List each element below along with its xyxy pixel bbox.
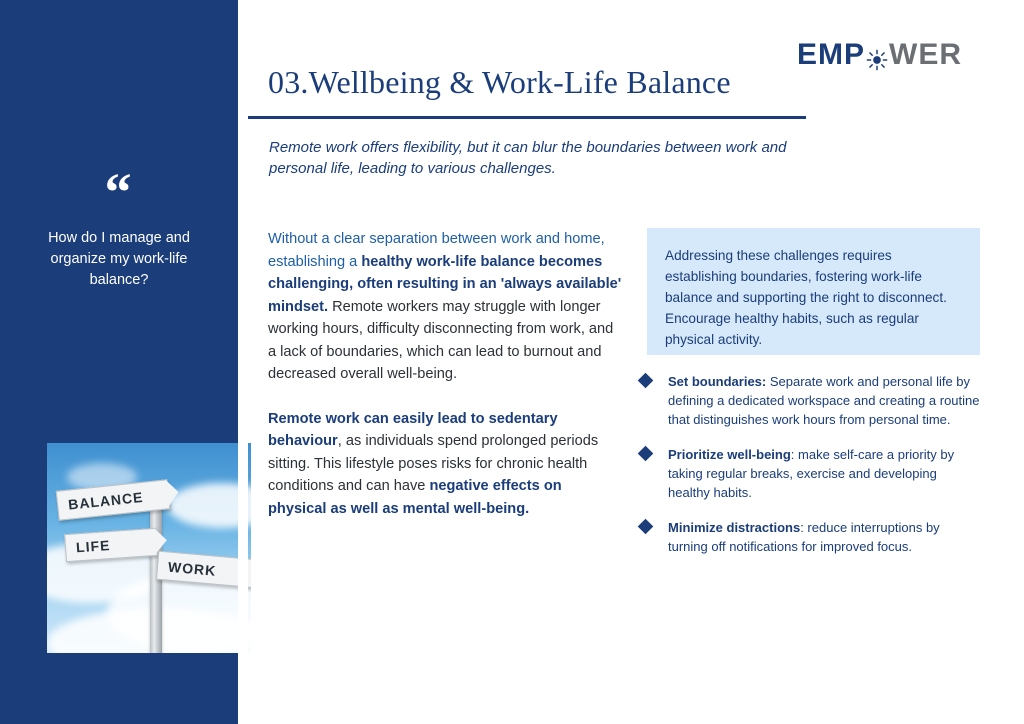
body-paragraph-1 xyxy=(268,228,624,386)
sun-icon xyxy=(866,45,888,67)
sign-life: LIFE xyxy=(64,528,158,562)
title-divider xyxy=(248,116,806,119)
left-sidebar xyxy=(0,0,238,724)
tip-text: Separate work and personal life by defining a dedicated workspace and creating a routine that distinguishes work hours from personal time. xyxy=(668,374,980,427)
sidebar-question-text: How do I manage and organize my work-life balance? xyxy=(48,230,190,288)
list-item xyxy=(637,372,982,429)
callout-box xyxy=(647,228,980,355)
page-subtitle: Remote work offers flexibility, but it can blur the boundaries between work and personal life, leading to various challenges. xyxy=(269,139,787,177)
tip-text: : reduce interruptions by turning off notifications for improved focus. xyxy=(668,520,940,554)
callout-text: Addressing these challenges requires establishing boundaries, fostering work-life balance and supporting the right to disconnect. Encourage healthy habits, such as regular physical activity. xyxy=(665,248,947,347)
diamond-bullet-icon xyxy=(638,373,654,389)
diamond-bullet-icon xyxy=(638,519,654,535)
tip-label: Set boundaries: xyxy=(668,374,767,389)
paragraph-2-part-a: Remote work can easily lead to sedentary behaviour xyxy=(268,410,558,449)
diamond-bullet-icon xyxy=(638,446,654,462)
sign-work: WORK xyxy=(156,551,251,589)
quote-icon: “ xyxy=(104,162,134,222)
paragraph-2-part-b: , as individuals spend prolonged periods sitting. This lifestyle poses risks for chronic health conditions and can have xyxy=(268,433,599,494)
logo-text-left: EMP xyxy=(796,38,865,71)
paragraph-2-part-c: negative effects on physical as well as mental well-being. xyxy=(268,478,562,517)
tip-text: : make self-care a priority by taking regular breaks, exercise and developing healthy habits. xyxy=(668,447,955,500)
tip-label: Minimize distractions xyxy=(668,520,801,535)
page-title: 03.Wellbeing & Work-Life Balance xyxy=(268,64,731,100)
list-item xyxy=(637,445,982,502)
sidebar-edge-strip xyxy=(238,0,248,724)
tips-list xyxy=(637,372,982,572)
signpost-photo xyxy=(47,443,251,653)
paragraph-1-part-c: Remote workers may struggle with longer working hours, difficulty disconnecting from work, and a lack of boundaries, which can lead to burnout and decreased overall well-being. xyxy=(268,298,614,382)
list-item xyxy=(637,518,982,556)
logo-text-right: WER xyxy=(889,38,962,71)
sign-balance: BALANCE xyxy=(56,479,171,521)
paragraph-1-part-b: healthy work-life balance becomes challenging, often resulting in an 'always available' mindset. xyxy=(268,253,622,315)
cloud-shape xyxy=(47,608,251,653)
main-body-text xyxy=(268,228,624,542)
tip-label: Prioritize well-being xyxy=(668,447,791,462)
body-paragraph-2 xyxy=(268,408,624,521)
empower-logo xyxy=(797,38,962,72)
paragraph-1-part-a: Without a clear separation between work and home, establishing a xyxy=(268,231,605,270)
